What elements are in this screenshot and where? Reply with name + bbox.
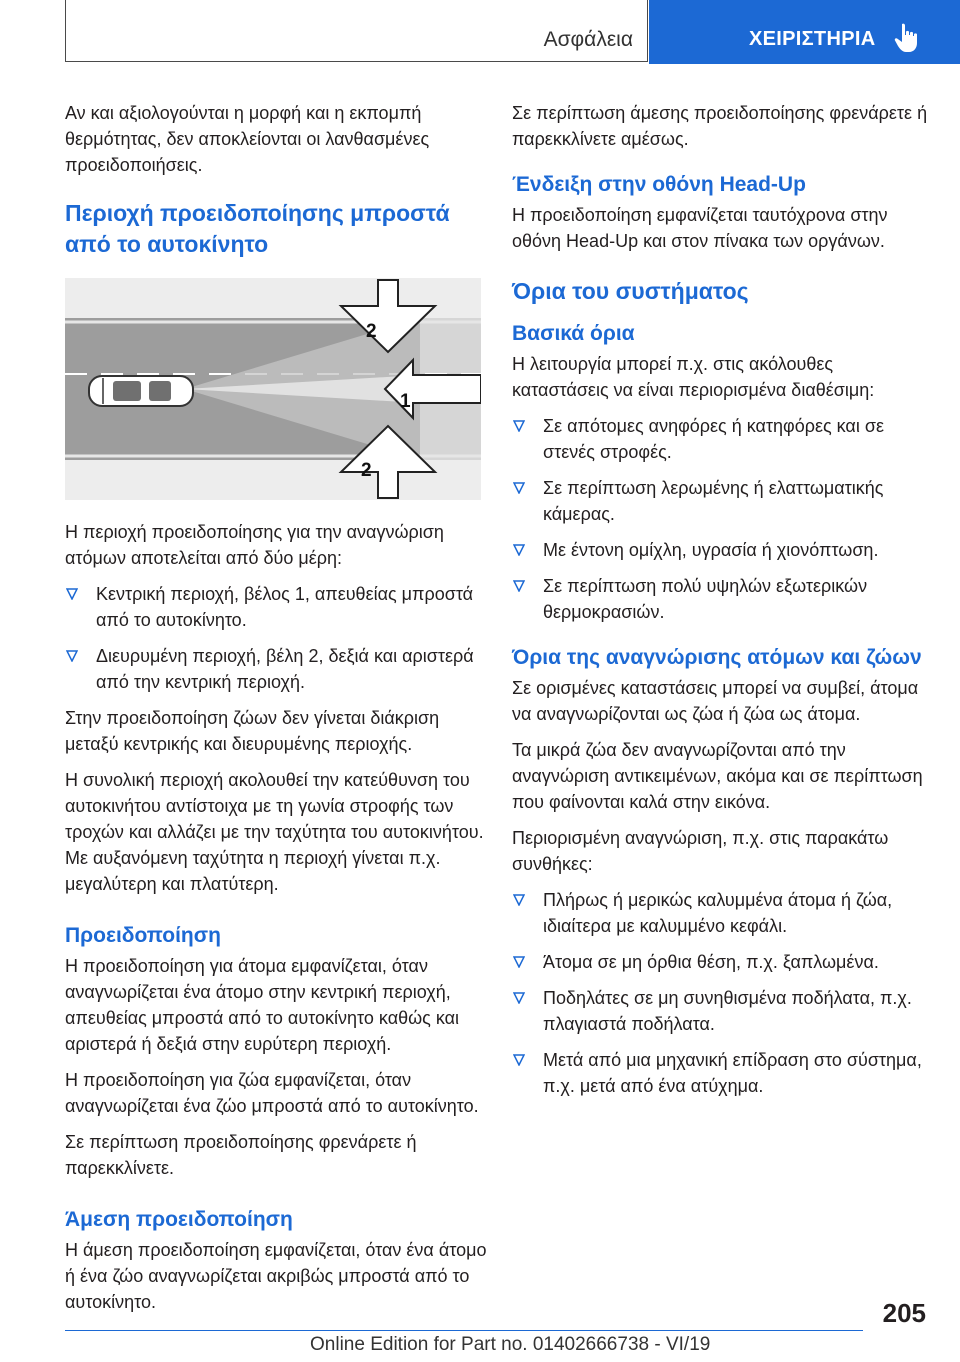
list-item: Πλήρως ή μερικώς καλυμμένα άτομα ή ζώα, ιδιαίτερα με καλυμμένο κεφάλι. <box>512 887 934 939</box>
triangle-bullet-icon <box>513 1054 525 1066</box>
page-number: 205 <box>882 1298 926 1328</box>
paragraph-brake-swerve: Σε περίπτωση προειδοποίησης φρενάρετε ή παρεκκλίνετε. <box>65 1132 417 1178</box>
heading-warning: Προειδοποίηση <box>65 924 221 947</box>
paragraph-small-animals: Τα μικρά ζώα δεν αναγνωρίζονται από την αναγνώριση αντικειμένων, ακόμα και σε περίπτωση που φαίνονται καλά στην εικόνα. <box>512 740 923 812</box>
header-chapter-tab[interactable] <box>649 0 960 64</box>
triangle-bullet-icon <box>513 956 525 968</box>
heading-system-limits: Όρια του συστήματος <box>512 278 749 304</box>
heading-detection-limits: Όρια της αναγνώρισης ατόμων και ζώων <box>512 646 922 669</box>
basic-limits-list <box>512 413 934 625</box>
heading-head-up-display: Ένδειξη στην οθόνη Head-Up <box>512 173 806 196</box>
list-item: Σε απότομες ανηφόρες ή κατηφόρες και σε στενές στροφές. <box>512 413 934 465</box>
left-column <box>65 100 487 1325</box>
car-icon <box>89 376 193 406</box>
warning-area-illustration <box>65 278 481 500</box>
header-section-box <box>65 0 648 62</box>
list-item: Άτομα σε μη όρθια θέση, π.χ. ξαπλωμένα. <box>512 949 934 975</box>
svg-text:1: 1 <box>400 391 411 412</box>
triangle-bullet-icon <box>513 544 525 556</box>
list-item: Ποδηλάτες σε μη συνηθισμένα ποδήλατα, π.χ. πλαγιαστά ποδήλατα. <box>512 985 934 1037</box>
triangle-bullet-icon <box>513 894 525 906</box>
footer-edition-text: Online Edition for Part no. 01402666738 - VI/19 <box>310 1334 711 1355</box>
paragraph-total-area: Η συνολική περιοχή ακολουθεί την κατεύθυνση του αυτοκινήτου αντίστοιχα με τη γωνία στροφής των τροχών και αλλάζει με την ταχύτητα του αυτοκινήτου. Με αυξανόμενη ταχύτητα η περιοχή γίνεται π.χ. μεγαλύτερη και πλατύτερη. <box>65 770 484 894</box>
triangle-bullet-icon <box>66 588 78 600</box>
paragraph-person-warning: Η προειδοποίηση για άτομα εμφανίζεται, όταν αναγνωρίζεται ένα άτομο στην κεντρική περιοχή, απευθείας μπροστά από το αυτοκίνητο καθώς και αριστερά ή δεξιά στην ευρύτερη περιοχή. <box>65 956 460 1054</box>
paragraph-immediate-brake: Σε περίπτωση άμεσης προειδοποίησης φρενάρετε ή παρεκκλίνετε αμέσως. <box>512 103 928 149</box>
paragraph-animal-detected: Η προειδοποίηση για ζώα εμφανίζεται, όταν αναγνωρίζεται ένα ζώο μπροστά από το αυτοκίνητο. <box>65 1070 479 1116</box>
triangle-bullet-icon <box>513 482 525 494</box>
svg-text:2: 2 <box>361 460 372 481</box>
triangle-bullet-icon <box>513 420 525 432</box>
paragraph-limited-detection: Περιορισμένη αναγνώριση, π.χ. στις παρακάτω συνθήκες: <box>512 828 889 874</box>
header-section-title: Ασφάλεια <box>543 28 633 51</box>
triangle-bullet-icon <box>513 992 525 1004</box>
paragraph-head-up: Η προειδοποίηση εμφανίζεται ταυτόχρονα στην οθόνη Head-Up και στον πίνακα των οργάνων. <box>512 205 888 251</box>
paragraph-immediate-warning: Η άμεση προειδοποίηση εμφανίζεται, όταν ένα άτομο ή ένα ζώο αναγνωρίζεται ακριβώς μπροστά από το αυτοκίνητο. <box>65 1240 487 1312</box>
heading-basic-limits: Βασικά όρια <box>512 322 635 345</box>
list-item: Με έντονη ομίχλη, υγρασία ή χιονόπτωση. <box>512 537 934 563</box>
paragraph-animal-warning: Στην προειδοποίηση ζώων δεν γίνεται διάκριση μεταξύ κεντρικής και διευρυμένης περιοχής. <box>65 708 440 754</box>
triangle-bullet-icon <box>513 580 525 592</box>
right-column <box>512 100 934 1109</box>
list-item: Σε περίπτωση λερωμένης ή ελαττωματικής κάμερας. <box>512 475 934 527</box>
intro-paragraph: Αν και αξιολογούνται η μορφή και η εκπομπή θερμότητας, δεν αποκλείονται οι λανθασμένες προειδοποιήσεις. <box>65 103 430 175</box>
detection-limits-list <box>512 887 934 1099</box>
paragraph-warning-parts: Η περιοχή προειδοποίησης για την αναγνώριση ατόμων αποτελείται από δύο μέρη: <box>65 522 444 568</box>
heading-warning-area: Περιοχή προειδοποίησης μπροστά από το αυτοκίνητο <box>65 200 450 257</box>
paragraph-misclassification: Σε ορισμένες καταστάσεις μπορεί να συμβεί, άτομα να αναγνωρίζονται ως ζώα ή ζώα ως άτομα. <box>512 678 919 724</box>
header-chapter-label: ΧΕΙΡΙΣΤΗΡΙΑ <box>749 28 876 50</box>
heading-immediate-warning: Άμεση προειδοποίηση <box>65 1208 293 1231</box>
list-item: Κεντρική περιοχή, βέλος 1, απευθείας μπροστά από το αυτοκίνητο. <box>65 581 487 633</box>
footer-divider <box>65 1330 863 1331</box>
warning-parts-list <box>65 581 487 695</box>
svg-text:2: 2 <box>366 321 377 342</box>
paragraph-limited-availability: Η λειτουργία μπορεί π.χ. στις ακόλουθες καταστάσεις να είναι περιορισμένα διαθέσιμη: <box>512 354 875 400</box>
list-item: Σε περίπτωση πολύ υψηλών εξωτερικών θερμοκρασιών. <box>512 573 934 625</box>
list-item: Μετά από μια μηχανική επίδραση στο σύστημα, π.χ. μετά από ένα ατύχημα. <box>512 1047 934 1099</box>
hand-pointer-icon <box>893 22 921 54</box>
triangle-bullet-icon <box>66 650 78 662</box>
list-item: Διευρυμένη περιοχή, βέλη 2, δεξιά και αριστερά από την κεντρική περιοχή. <box>65 643 487 695</box>
